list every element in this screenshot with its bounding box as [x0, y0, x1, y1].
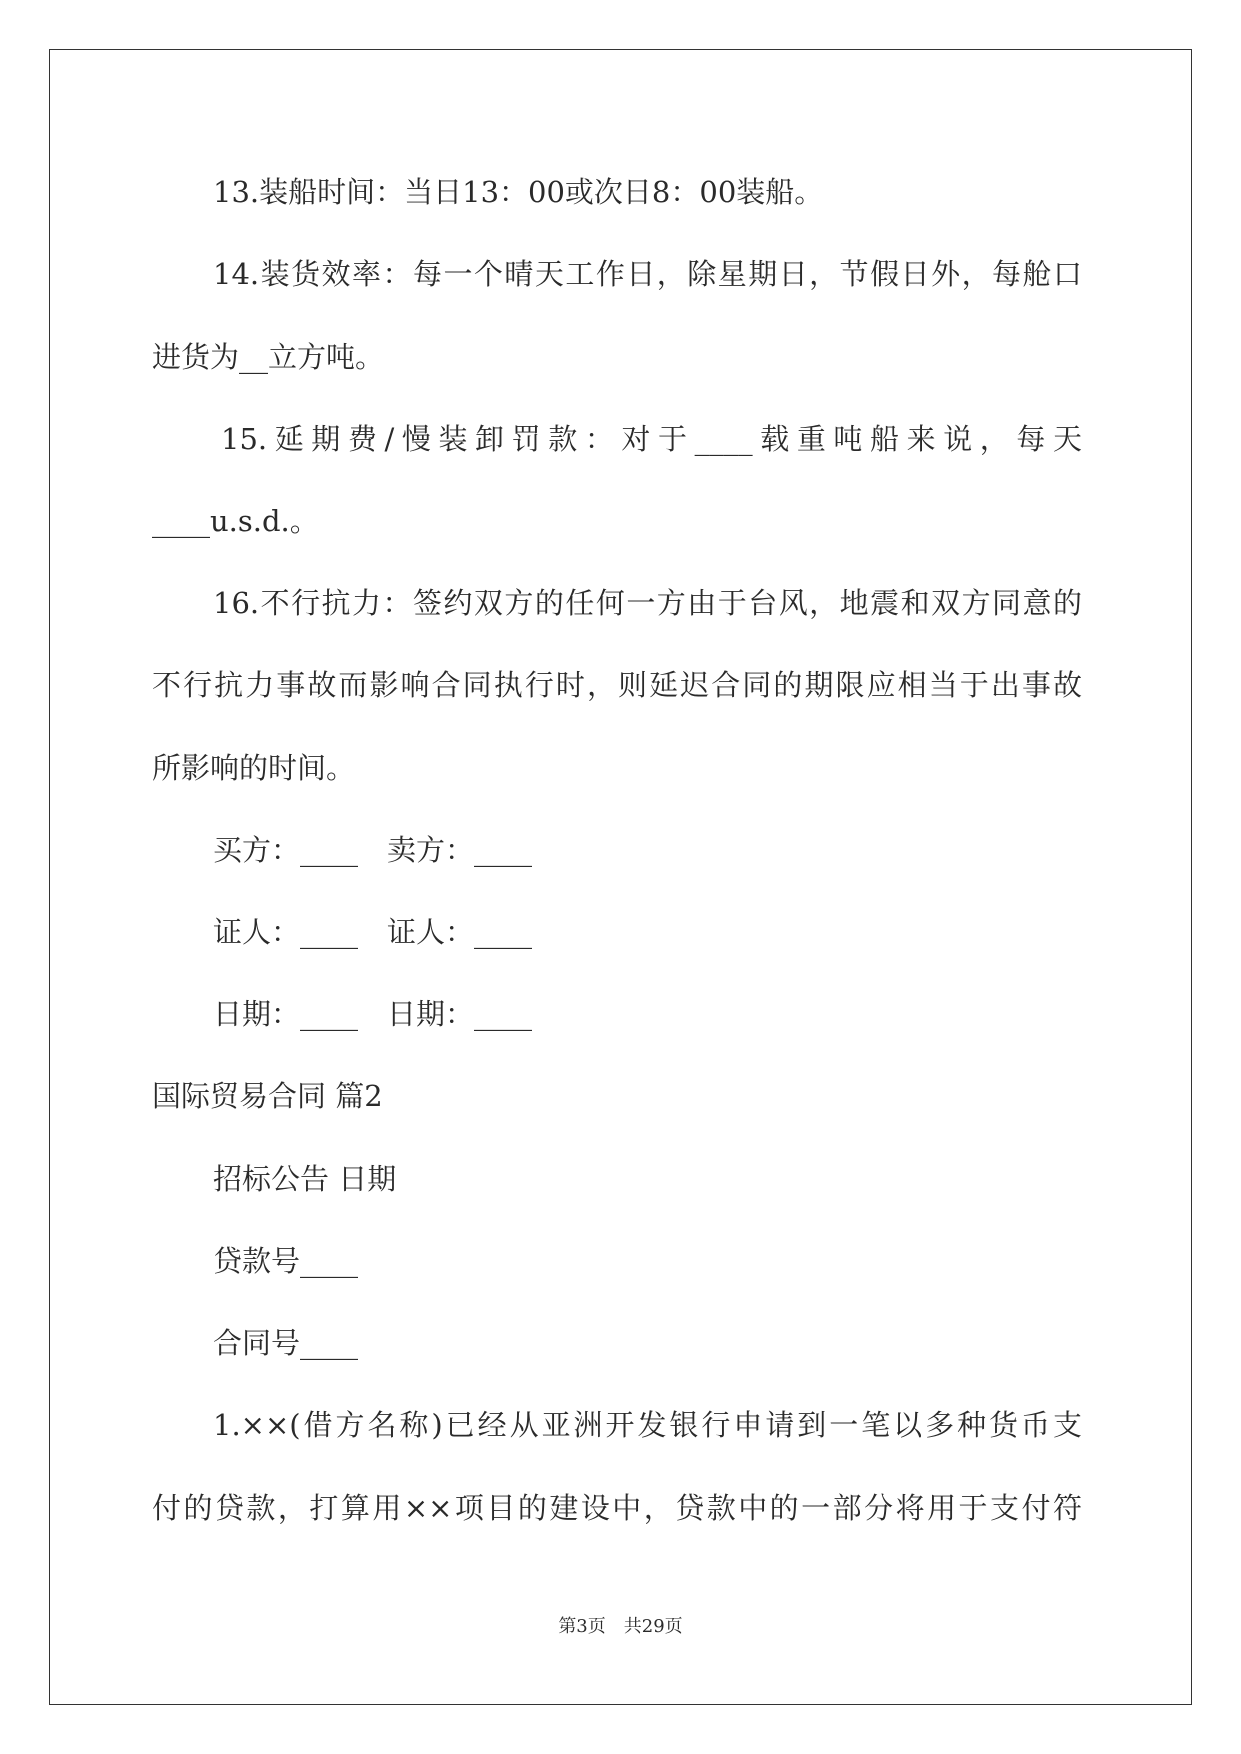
paragraph-1-line2: 付的贷款，打算用××项目的建设中，贷款中的一部分将用于支付符 [152, 1491, 1082, 1525]
clause-14-loading-rate-line1: 14.装货效率：每一个晴天工作日，除星期日，节假日外，每舱口 [213, 257, 1082, 291]
clause-16-force-majeure-line3: 所影响的时间。 [152, 751, 356, 785]
signature-witnesses: 证人：____ 证人：____ [213, 915, 533, 949]
clause-14-loading-rate-line2: 进货为__立方吨。 [152, 340, 385, 374]
clause-15-demurrage-line2: ____u.s.d.。 [152, 504, 319, 538]
signature-buyer-seller: 买方：____ 卖方：____ [213, 833, 533, 867]
page-number-footer: 第3页 共29页 [558, 1616, 683, 1637]
clause-16-force-majeure-line2: 不行抗力事故而影响合同执行时，则延迟合同的期限应相当于出事故 [152, 668, 1082, 702]
clause-13-loading-time: 13.装船时间：当日13：00或次日8：00装船。 [213, 175, 824, 209]
section-heading: 国际贸易合同 篇2 [152, 1079, 383, 1113]
tender-notice-date: 招标公告 日期 [213, 1162, 397, 1196]
paragraph-1-line1: 1.××(借方名称)已经从亚洲开发银行申请到一笔以多种货币支 [213, 1408, 1082, 1442]
clause-15-demurrage-line1: 15.延期费/慢装卸罚款：对于____载重吨船来说，每天 [221, 422, 1082, 456]
clause-16-force-majeure-line1: 16.不行抗力：签约双方的任何一方由于台风，地震和双方同意的 [213, 586, 1082, 620]
contract-number: 合同号____ [213, 1326, 359, 1360]
loan-number: 贷款号____ [213, 1244, 359, 1278]
page-border [49, 49, 1192, 1705]
signature-dates: 日期：____ 日期：____ [213, 997, 533, 1031]
